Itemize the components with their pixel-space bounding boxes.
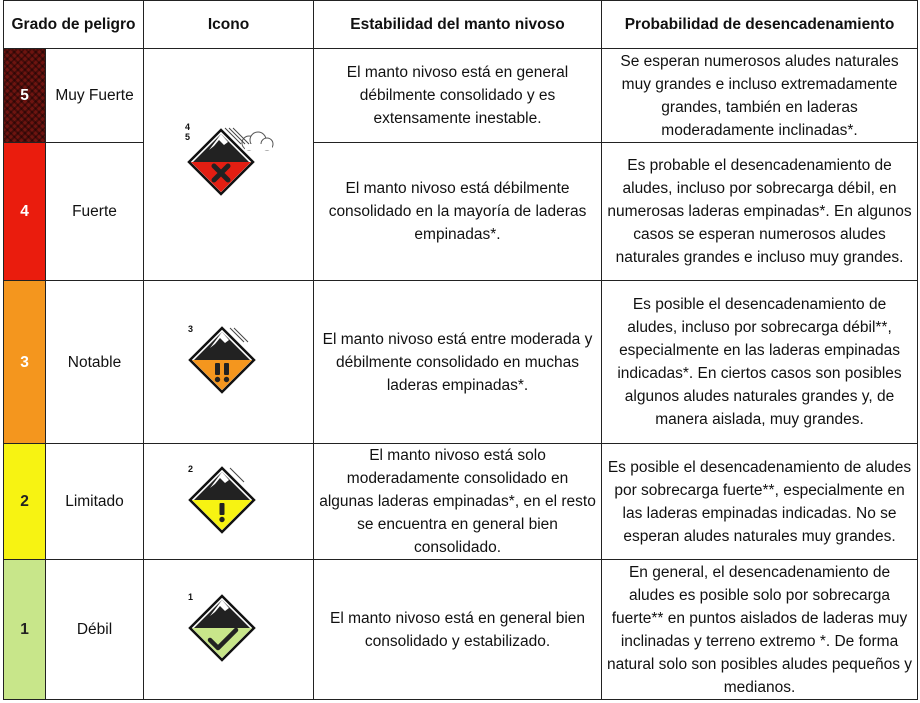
probability-text: Es probable el desencadenamiento de aludes, incluso por sobrecarga débil, en numerosas laderas empinadas*. En algunos casos se esperan numerosos aludes naturales grandes e incluso muy grandes.: [602, 143, 918, 281]
probability-text: Es posible el desencadenamiento de aludes, incluso por sobrecarga débil**, especialmente en las laderas empinadas indicadas*. En ciertos casos son posibles algunos aludes naturales grandes y, de manera aislada, muy grandes.: [602, 281, 918, 444]
table-row: [4, 444, 918, 560]
icon-label-4: 4: [184, 121, 190, 132]
level-number: 3: [4, 281, 46, 444]
table-row: [4, 281, 918, 444]
level-name: Débil: [46, 560, 144, 700]
icon-label-1: 1: [187, 591, 193, 602]
level-name: Muy Fuerte: [46, 49, 144, 143]
level-name: Fuerte: [46, 143, 144, 281]
danger-4-5-icon: [179, 120, 279, 210]
header-icon: Icono: [144, 1, 314, 49]
icon-cell: [144, 560, 314, 700]
table-row: [4, 49, 918, 143]
icon-cell: [144, 281, 314, 444]
header-probability: Probabilidad de desencadenamiento: [602, 1, 918, 49]
level-number: 5: [4, 49, 46, 143]
level-name: Limitado: [46, 444, 144, 560]
icon-label-5: 5: [184, 131, 190, 142]
stability-text: El manto nivoso está en general bien consolidado y estabilizado.: [314, 560, 602, 700]
danger-1-icon: [184, 590, 274, 670]
table-row: [4, 143, 918, 281]
probability-text: En general, el desencadenamiento de aludes es posible solo por sobrecarga fuerte** en puntos aislados de laderas muy inclinadas y terreno extremo *. De forma natural solo son posibles aludes pequeños y medianos.: [602, 560, 918, 700]
stability-text: El manto nivoso está entre moderada y débilmente consolidado en muchas laderas empinadas*.: [314, 281, 602, 444]
danger-3-icon: [184, 322, 274, 402]
icon-label-3: 3: [187, 324, 193, 334]
level-number: 4: [4, 143, 46, 281]
level-name: Notable: [46, 281, 144, 444]
icon-cell: [144, 444, 314, 560]
table-row: [4, 560, 918, 700]
stability-text: El manto nivoso está en general débilmente consolidado y es extensamente inestable.: [314, 49, 602, 143]
stability-text: El manto nivoso está solo moderadamente consolidado en algunas laderas empinadas*, en el resto se encuentra en general bien consolidado.: [314, 444, 602, 560]
danger-2-icon: [184, 462, 274, 542]
header-danger-level: Grado de peligro: [4, 1, 144, 49]
icon-cell: [144, 49, 314, 281]
header-stability: Estabilidad del manto nivoso: [314, 1, 602, 49]
level-number: 2: [4, 444, 46, 560]
header-row: [4, 1, 918, 49]
stability-text: El manto nivoso está débilmente consolidado en la mayoría de laderas empinadas*.: [314, 143, 602, 281]
probability-text: Se esperan numerosos aludes naturales muy grandes e incluso extremadamente grandes, también en laderas moderadamente inclinadas*.: [602, 49, 918, 143]
icon-label-2: 2: [187, 463, 193, 474]
level-number: 1: [4, 560, 46, 700]
probability-text: Es posible el desencadenamiento de aludes por sobrecarga fuerte**, especialmente en las laderas empinadas indicadas. No se esperan aludes naturales muy grandes.: [602, 444, 918, 560]
danger-scale-table: [3, 0, 918, 700]
